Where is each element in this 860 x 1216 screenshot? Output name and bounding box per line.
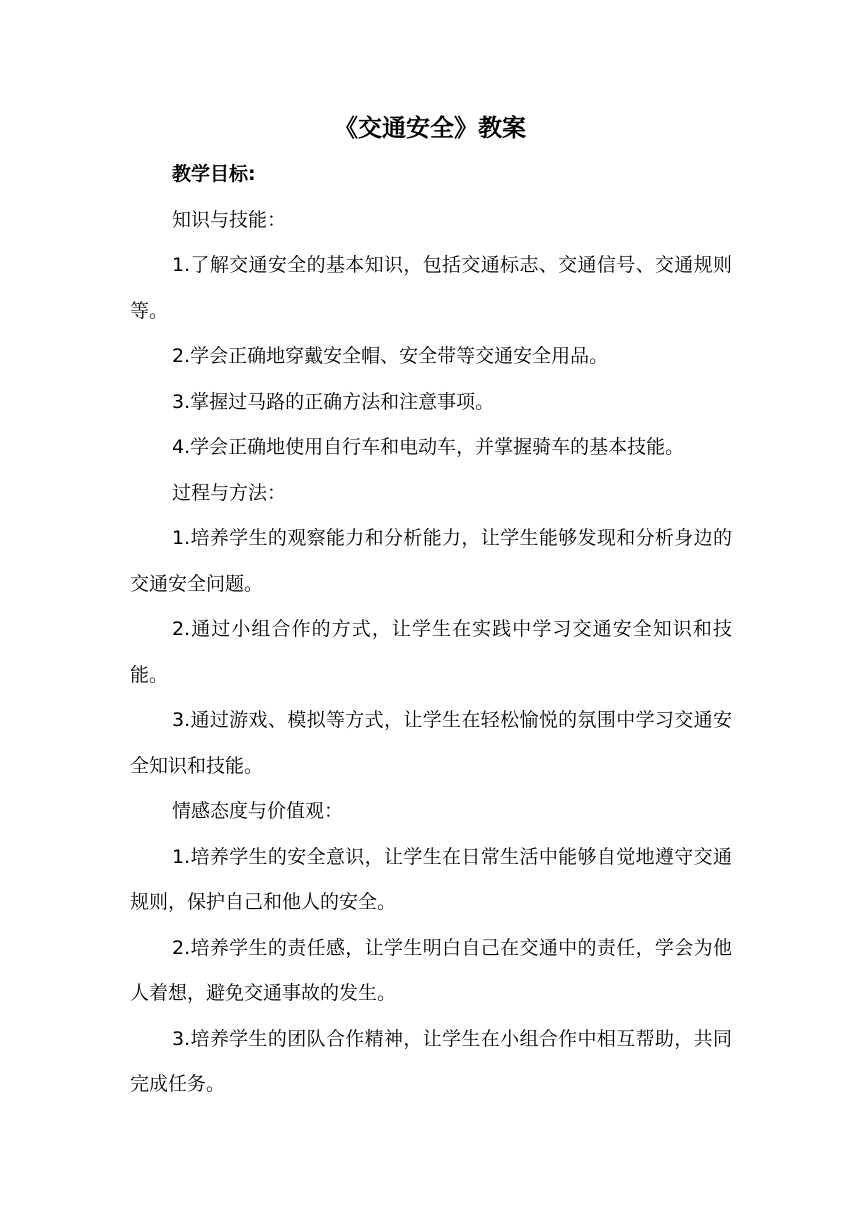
section-heading-teaching-goals: 教学目标:: [172, 163, 256, 185]
paragraph-process-3: 3.通过游戏、模拟等方式，让学生在轻松愉悦的氛围中学习交通安全知识和技能。: [130, 709, 732, 777]
subheading-process-methods: 过程与方法：: [172, 481, 287, 504]
paragraph-knowledge-2: 2.学会正确地穿戴安全帽、安全带等交通安全用品。: [172, 345, 609, 367]
subheading-knowledge-skills: 知识与技能：: [172, 208, 287, 231]
document-title: 《交通安全》教案: [334, 114, 526, 142]
subheading-attitude-values: 情感态度与价值观：: [172, 800, 344, 822]
paragraph-attitude-3: 3.培养学生的团队合作精神，让学生在小组合作中相互帮助，共同完成任务。: [130, 1027, 732, 1095]
paragraph-knowledge-4: 4.学会正确地使用自行车和电动车，并掌握骑车的基本技能。: [172, 436, 685, 458]
document-body: [130, 152, 732, 1108]
paragraph-knowledge-3: 3.掌握过马路的正确方法和注意事项。: [172, 390, 495, 413]
paragraph-process-1: 1.培养学生的观察能力和分析能力，让学生能够发现和分析身边的交通安全问题。: [130, 527, 732, 595]
paragraph-knowledge-1: 1.了解交通安全的基本知识，包括交通标志、交通信号、交通规则等。: [130, 254, 732, 322]
paragraph-attitude-2: 2.培养学生的责任感，让学生明白自己在交通中的责任，学会为他人着想，避免交通事故的发生。: [130, 936, 732, 1004]
paragraph-process-2: 2.通过小组合作的方式，让学生在实践中学习交通安全知识和技能。: [130, 618, 732, 686]
paragraph-attitude-1: 1.培养学生的安全意识，让学生在日常生活中能够自觉地遵守交通规则，保护自己和他人的安全。: [130, 845, 732, 913]
